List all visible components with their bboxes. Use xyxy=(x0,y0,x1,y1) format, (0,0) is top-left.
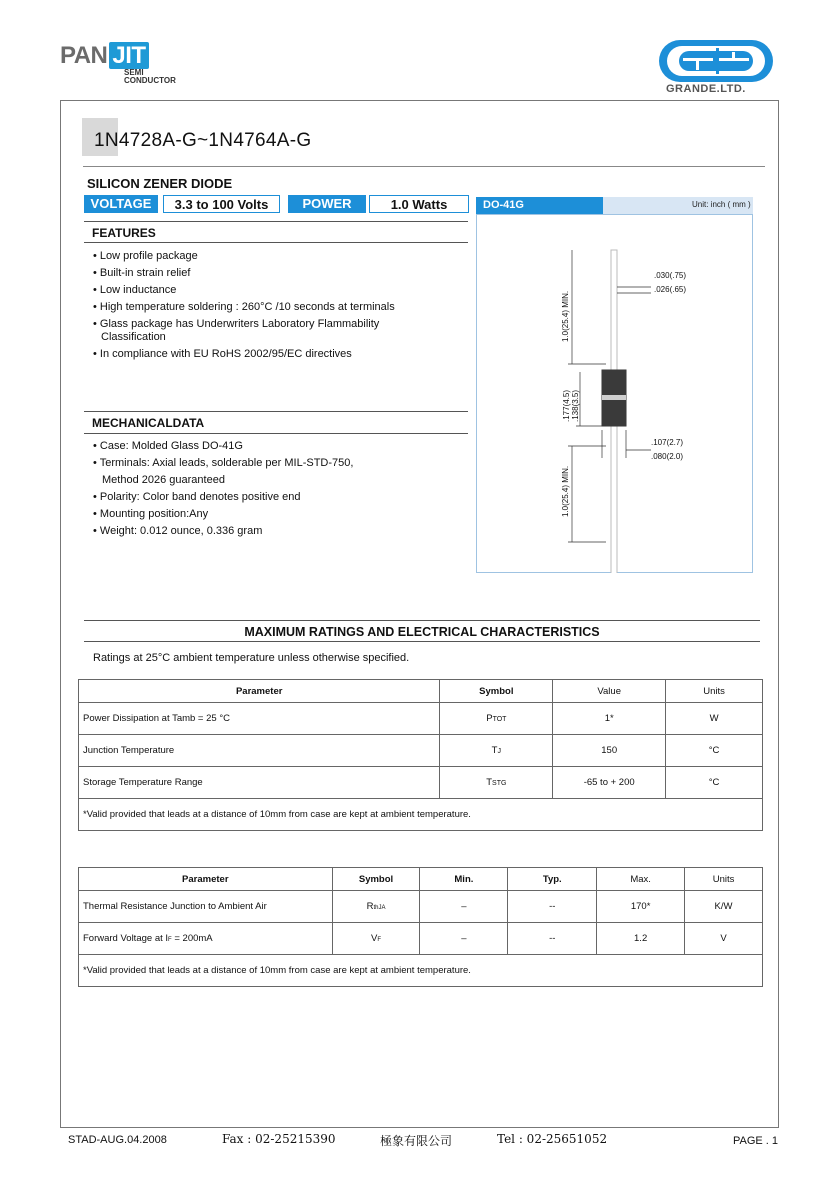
panjit-logo-pan: PAN xyxy=(60,42,108,69)
title-divider xyxy=(83,166,765,167)
max-cell: 1.2 xyxy=(597,923,685,955)
value-cell: 1* xyxy=(553,703,666,735)
footnote-cell: *Valid provided that leads at a distance of 10mm from case are kept at ambient temperature. xyxy=(79,955,763,987)
table-footnote-row xyxy=(79,955,763,987)
mechanical-item: • Mounting position:Any xyxy=(93,508,209,520)
symbol-cell xyxy=(332,891,420,923)
table-row xyxy=(79,703,763,735)
table-row xyxy=(79,767,763,799)
mechanical-list xyxy=(93,438,353,540)
features-heading: FEATURES xyxy=(92,226,156,240)
value-cell: 150 xyxy=(553,735,666,767)
panjit-sub-conductor: CONDUCTOR xyxy=(124,76,176,85)
device-type: SILICON ZENER DIODE xyxy=(87,176,233,191)
param-cell: Thermal Resistance Junction to Ambient Air xyxy=(79,891,333,923)
lead-dia-min: .026(.65) xyxy=(654,285,687,294)
feature-item: • Built-in strain relief xyxy=(93,267,191,279)
col-header: Parameter xyxy=(79,680,440,703)
symbol-cell xyxy=(332,923,420,955)
param-text-end: = 200mA xyxy=(171,933,213,944)
footer-company: 極象有限公司 xyxy=(380,1134,453,1148)
mechanical-item: • Weight: 0.012 ounce, 0.336 gram xyxy=(93,525,263,537)
param-cell: Storage Temperature Range xyxy=(79,767,440,799)
unit-cell: W xyxy=(666,703,763,735)
grande-logo-icon xyxy=(657,38,775,84)
page-number: PAGE . 1 xyxy=(733,1135,779,1147)
body-stripe xyxy=(602,395,626,400)
ratings-top-rule xyxy=(84,620,760,621)
package-name: DO-41G xyxy=(476,197,603,214)
col-header: Max. xyxy=(597,868,685,891)
col-header: Parameter xyxy=(79,868,333,891)
unit-cell: °C xyxy=(666,767,763,799)
col-header: Symbol xyxy=(440,680,553,703)
min-cell: – xyxy=(420,923,508,955)
mechanical-item: • Terminals: Axial leads, solderable per MIL-STD-750, xyxy=(93,457,354,469)
footer-tel: Tel : 02-25651052 xyxy=(497,1132,608,1146)
power-tag: POWER xyxy=(288,195,366,213)
panjit-logo-jit: JIT xyxy=(109,42,148,69)
table-row xyxy=(79,735,763,767)
doc-code: STAD-AUG.04.2008 xyxy=(68,1134,167,1146)
table-row xyxy=(79,891,763,923)
panjit-logo xyxy=(60,42,149,70)
mechanical-item: • Polarity: Color band denotes positive end xyxy=(93,491,301,503)
footer-fax: Fax : 02-25215390 xyxy=(222,1132,336,1146)
body-dia-max: .107(2.7) xyxy=(651,438,684,447)
body-len-min: .138(3.5) xyxy=(571,389,580,422)
symbol-main: R xyxy=(366,901,374,912)
symbol-sub: STG xyxy=(492,780,507,787)
characteristics-table xyxy=(78,867,763,987)
symbol-cell xyxy=(440,735,553,767)
col-header: Min. xyxy=(420,868,508,891)
table-footnote-row xyxy=(79,799,763,831)
panjit-sub-semi: SEMI xyxy=(124,68,144,77)
unit-cell: °C xyxy=(666,735,763,767)
col-header: Units xyxy=(666,680,763,703)
mechanical-item: • Case: Molded Glass DO-41G xyxy=(93,440,243,452)
ratings-heading: MAXIMUM RATINGS AND ELECTRICAL CHARACTERISTICS xyxy=(244,625,600,639)
col-header: Symbol xyxy=(332,868,420,891)
symbol-sub: TOT xyxy=(492,716,507,723)
voltage-value: 3.3 to 100 Volts xyxy=(163,195,280,213)
table-header-row xyxy=(79,868,763,891)
min-cell: – xyxy=(420,891,508,923)
mechanical-bottom-rule xyxy=(84,433,468,434)
symbol-cell xyxy=(440,767,553,799)
feature-item: • Low inductance xyxy=(93,284,177,296)
ratings-note: Ratings at 25°C ambient temperature unless otherwise specified. xyxy=(93,652,410,664)
symbol-cell xyxy=(440,703,553,735)
table-header-row xyxy=(79,680,763,703)
param-text: Forward Voltage at I xyxy=(83,933,169,944)
col-header: Value xyxy=(553,680,666,703)
feature-item: Classification xyxy=(101,331,166,343)
mechanical-top-rule xyxy=(84,411,468,412)
mechanical-heading: MECHANICALDATA xyxy=(92,416,205,430)
features-list xyxy=(93,248,395,363)
lead-dia-max: .030(.75) xyxy=(654,271,687,280)
param-sub: F xyxy=(168,937,172,943)
feature-item: • High temperature soldering : 260°C /10 seconds at terminals xyxy=(93,301,395,313)
table-row xyxy=(79,923,763,955)
grande-wordmark: GRANDE.LTD. xyxy=(666,83,746,95)
feature-item: • Glass package has Underwriters Laboratory Flammability xyxy=(93,318,380,330)
feature-item: • Low profile package xyxy=(93,250,198,262)
ratings-table xyxy=(78,679,763,831)
col-header: Units xyxy=(685,868,763,891)
symbol-main: P xyxy=(486,713,493,724)
package-unit: Unit: inch ( mm ) xyxy=(692,200,751,209)
lead-top-length: 1.0(25.4) MIN. xyxy=(561,290,570,342)
param-cell: Power Dissipation at Tamb = 25 °C xyxy=(79,703,440,735)
body-len-max: .177(4.5) xyxy=(562,389,571,422)
value-cell: -65 to + 200 xyxy=(553,767,666,799)
max-cell: 170* xyxy=(597,891,685,923)
do41g-outline-drawing xyxy=(476,214,753,573)
unit-cell: K/W xyxy=(685,891,763,923)
symbol-sub: J xyxy=(497,748,501,755)
typ-cell: -- xyxy=(508,923,597,955)
voltage-tag: VOLTAGE xyxy=(84,195,158,213)
col-header: Typ. xyxy=(508,868,597,891)
symbol-main: T xyxy=(491,745,498,756)
features-top-rule xyxy=(84,221,468,222)
symbol-main: T xyxy=(486,777,493,788)
cathode-band xyxy=(602,370,626,396)
param-cell xyxy=(79,923,333,955)
body-lower xyxy=(602,400,626,426)
param-cell: Junction Temperature xyxy=(79,735,440,767)
typ-cell: -- xyxy=(508,891,597,923)
unit-cell: V xyxy=(685,923,763,955)
features-bottom-rule xyxy=(84,242,468,243)
power-value: 1.0 Watts xyxy=(369,195,469,213)
feature-item: • In compliance with EU RoHS 2002/95/EC directives xyxy=(93,348,352,360)
symbol-sub: thJA xyxy=(373,905,386,911)
symbol-main: V xyxy=(371,933,378,944)
body-dia-min: .080(2.0) xyxy=(651,452,684,461)
symbol-sub: F xyxy=(377,937,382,943)
panjit-subtitle xyxy=(124,69,176,85)
footnote-cell: *Valid provided that leads at a distance of 10mm from case are kept at ambient temperature. xyxy=(79,799,763,831)
lead-bottom-length: 1.0(25.4) MIN. xyxy=(561,465,570,517)
part-number-title: 1N4728A-G~1N4764A-G xyxy=(94,130,312,151)
ratings-bottom-rule xyxy=(84,641,760,642)
mechanical-item: Method 2026 guaranteed xyxy=(102,474,225,486)
